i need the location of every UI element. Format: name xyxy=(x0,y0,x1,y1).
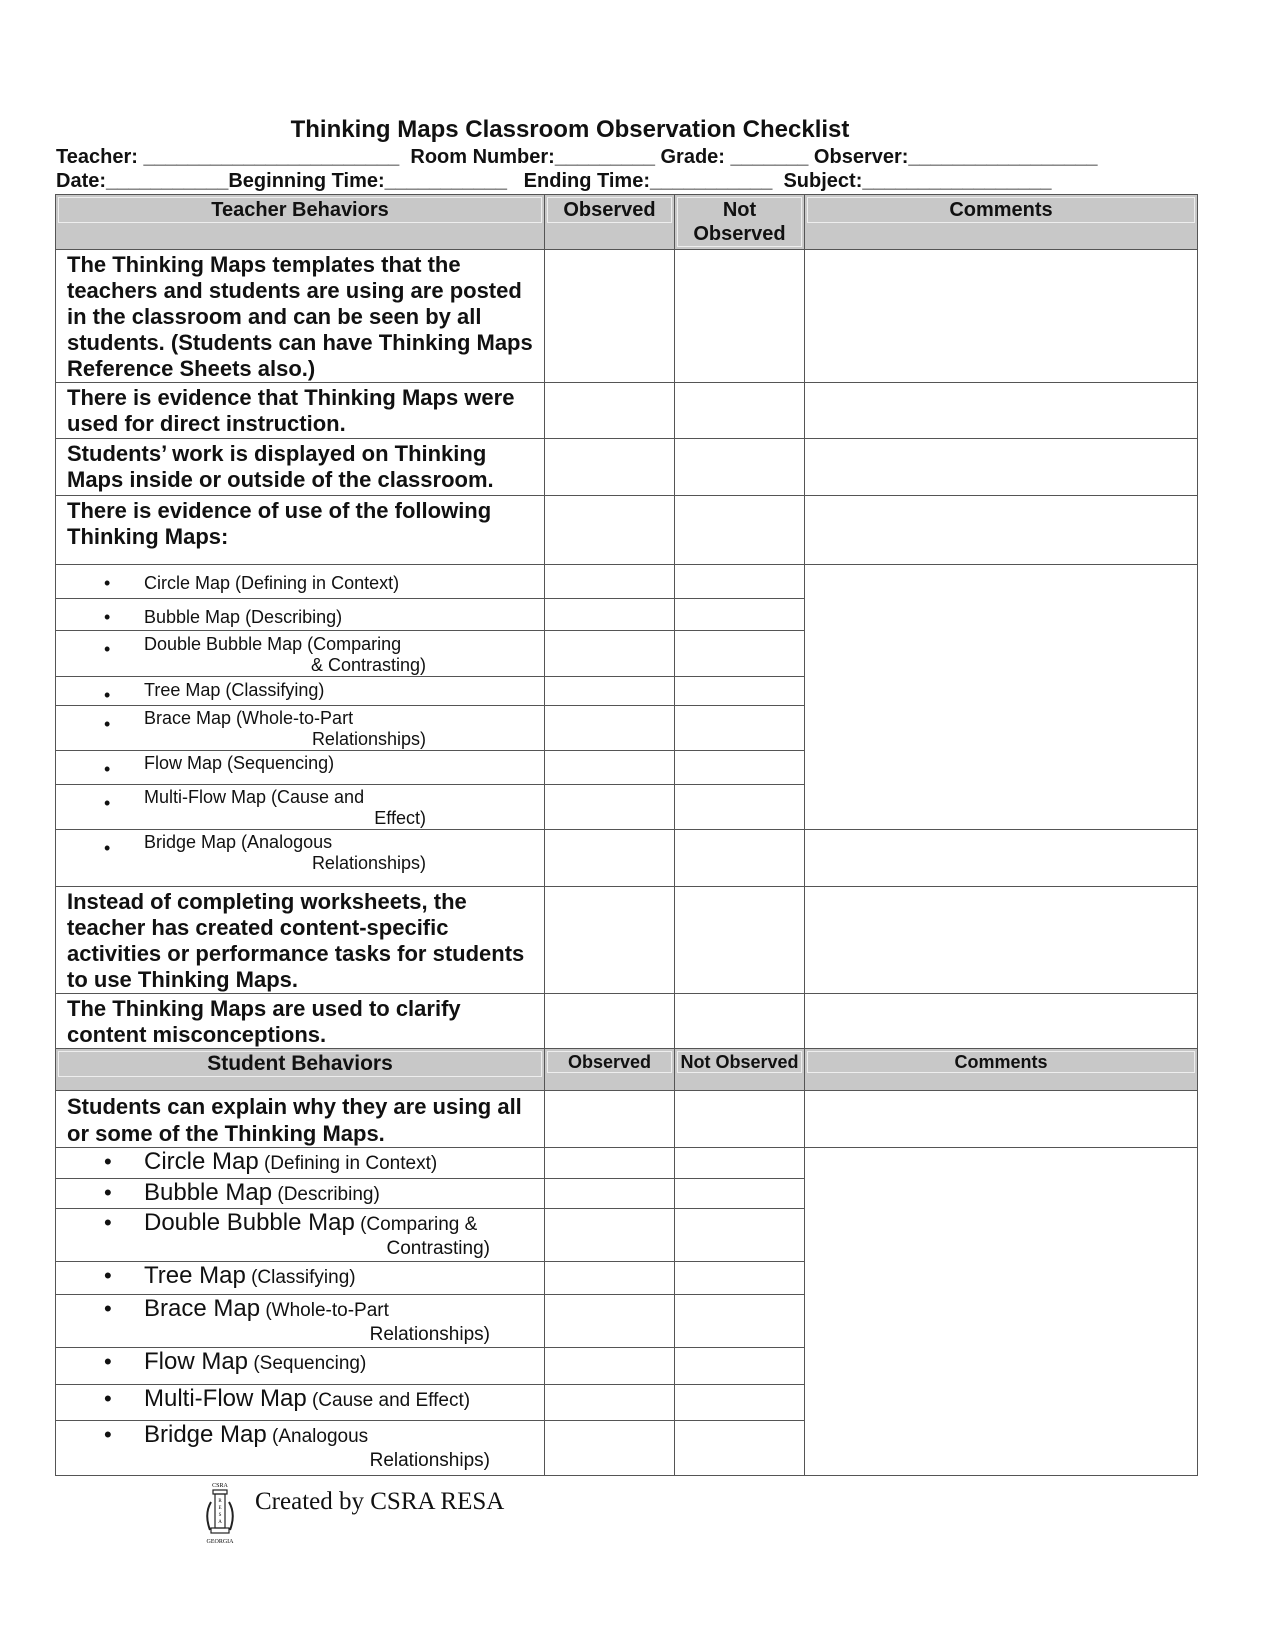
not-observed-cell[interactable] xyxy=(675,1348,805,1385)
map-item: • Bubble Map (Describing) xyxy=(56,599,545,631)
behavior-text: There is evidence that Thinking Maps were used for direct instruction. xyxy=(56,383,545,439)
footer-credit: Created by CSRA RESA xyxy=(255,1488,505,1515)
observed-cell[interactable] xyxy=(545,1421,675,1476)
comments-header: Comments xyxy=(807,1051,1195,1073)
table-row xyxy=(56,383,1198,439)
map-item: • Double Bubble Map (Comparing & Contrasting) xyxy=(56,1209,545,1262)
observed-cell[interactable] xyxy=(545,1179,675,1209)
table-row xyxy=(56,439,1198,496)
behavior-text: Students can explain why they are using all or some of the Thinking Maps. xyxy=(56,1091,545,1148)
observed-cell[interactable] xyxy=(545,496,675,565)
teacher-behaviors-header: Teacher Behaviors xyxy=(58,197,542,223)
comments-cell[interactable] xyxy=(805,994,1198,1049)
map-item: • Bridge Map (Analogous Relationships) xyxy=(56,830,545,887)
observed-cell[interactable] xyxy=(545,565,675,599)
behavior-text: The Thinking Maps are used to clarify content misconceptions. xyxy=(56,994,545,1049)
teacher-header-row xyxy=(56,195,1198,250)
behavior-text: Instead of completing worksheets, the teacher has created content-specific activities or performance tasks for students to use Thinking Maps. xyxy=(56,887,545,994)
map-item: • Flow Map (Sequencing) xyxy=(56,751,545,785)
table-row xyxy=(56,250,1198,383)
observed-cell[interactable] xyxy=(545,1385,675,1421)
observed-cell[interactable] xyxy=(545,599,675,631)
map-item: • Bridge Map (Analogous Relationships) xyxy=(56,1421,545,1476)
comments-cell[interactable] xyxy=(805,830,1198,887)
table-row xyxy=(56,496,1198,565)
csra-resa-seal-icon xyxy=(200,1480,240,1548)
student-behaviors-header: Student Behaviors xyxy=(58,1051,542,1077)
map-item: • Brace Map (Whole-to-Part Relationships) xyxy=(56,1295,545,1348)
not-observed-cell[interactable] xyxy=(675,830,805,887)
observed-cell[interactable] xyxy=(545,830,675,887)
student-header-row xyxy=(56,1049,1198,1091)
not-observed-cell[interactable] xyxy=(675,250,805,383)
not-observed-cell[interactable] xyxy=(675,677,805,706)
observed-header: Observed xyxy=(547,197,672,223)
observed-cell[interactable] xyxy=(545,1148,675,1179)
observation-table xyxy=(55,194,1198,1476)
not-observed-cell[interactable] xyxy=(675,1262,805,1295)
not-observed-cell[interactable] xyxy=(675,1148,805,1179)
seal-top-text: CSRA xyxy=(212,1483,228,1489)
header-fields-line-1: Teacher: _______________________ Room Number:_________ Grade: _______ Observer:_________________ xyxy=(56,146,1098,168)
observed-cell[interactable] xyxy=(545,785,675,830)
observed-cell[interactable] xyxy=(545,439,675,496)
map-item: • Circle Map (Defining in Context) xyxy=(56,1148,545,1179)
comments-cell[interactable] xyxy=(805,565,1198,830)
comments-cell[interactable] xyxy=(805,383,1198,439)
observed-cell[interactable] xyxy=(545,994,675,1049)
not-observed-cell[interactable] xyxy=(675,1209,805,1262)
observed-cell[interactable] xyxy=(545,1295,675,1348)
not-observed-cell[interactable] xyxy=(675,631,805,677)
header-fields-line-2: Date:___________Beginning Time:___________ Ending Time:___________ Subject:_________________ xyxy=(56,170,1052,192)
map-row xyxy=(56,830,1198,887)
map-item: • Tree Map (Classifying) xyxy=(56,1262,545,1295)
not-observed-cell[interactable] xyxy=(675,1421,805,1476)
not-observed-cell[interactable] xyxy=(675,565,805,599)
seal-middle-text: R E S A xyxy=(218,1499,222,1525)
map-item: • Multi-Flow Map (Cause and Effect) xyxy=(56,785,545,830)
map-item: • Multi-Flow Map (Cause and Effect) xyxy=(56,1385,545,1421)
observed-cell[interactable] xyxy=(545,887,675,994)
seal-bottom-text: GEORGIA xyxy=(206,1539,234,1545)
comments-cell[interactable] xyxy=(805,250,1198,383)
observed-cell[interactable] xyxy=(545,1348,675,1385)
not-observed-cell[interactable] xyxy=(675,496,805,565)
comments-cell[interactable] xyxy=(805,1091,1198,1148)
comments-cell[interactable] xyxy=(805,1148,1198,1476)
map-row xyxy=(56,1148,1198,1179)
observed-cell[interactable] xyxy=(545,751,675,785)
not-observed-cell[interactable] xyxy=(675,383,805,439)
not-observed-cell[interactable] xyxy=(675,1179,805,1209)
page-title: Thinking Maps Classroom Observation Checklist xyxy=(290,116,850,143)
table-row xyxy=(56,994,1198,1049)
comments-cell[interactable] xyxy=(805,887,1198,994)
comments-cell[interactable] xyxy=(805,496,1198,565)
not-observed-header: Not Observed xyxy=(677,1051,802,1073)
comments-cell[interactable] xyxy=(805,439,1198,496)
table-row xyxy=(56,1091,1198,1148)
map-item: • Tree Map (Classifying) xyxy=(56,677,545,706)
comments-header: Comments xyxy=(807,197,1195,223)
observed-cell[interactable] xyxy=(545,383,675,439)
not-observed-cell[interactable] xyxy=(675,1295,805,1348)
not-observed-cell[interactable] xyxy=(675,887,805,994)
not-observed-cell[interactable] xyxy=(675,785,805,830)
observed-cell[interactable] xyxy=(545,706,675,751)
observed-cell[interactable] xyxy=(545,677,675,706)
not-observed-cell[interactable] xyxy=(675,994,805,1049)
not-observed-cell[interactable] xyxy=(675,751,805,785)
observed-cell[interactable] xyxy=(545,250,675,383)
behavior-text: The Thinking Maps templates that the teachers and students are using are posted in the classroom and can be seen by all students. (Students can have Thinking Maps Reference Sheets also.) xyxy=(56,250,545,383)
map-item: • Flow Map (Sequencing) xyxy=(56,1348,545,1385)
not-observed-cell[interactable] xyxy=(675,439,805,496)
behavior-text: Students’ work is displayed on Thinking Maps inside or outside of the classroom. xyxy=(56,439,545,496)
map-item: • Brace Map (Whole-to-Part Relationships) xyxy=(56,706,545,751)
not-observed-cell[interactable] xyxy=(675,1091,805,1148)
map-item: • Bubble Map (Describing) xyxy=(56,1179,545,1209)
not-observed-cell[interactable] xyxy=(675,599,805,631)
map-item: • Circle Map (Defining in Context) xyxy=(56,565,545,599)
not-observed-cell[interactable] xyxy=(675,706,805,751)
observed-cell[interactable] xyxy=(545,631,675,677)
not-observed-cell[interactable] xyxy=(675,1385,805,1421)
table-row xyxy=(56,887,1198,994)
map-row xyxy=(56,565,1198,599)
not-observed-header: Not Observed xyxy=(677,197,802,247)
observed-cell[interactable] xyxy=(545,1262,675,1295)
map-item: • Double Bubble Map (Comparing & Contrasting) xyxy=(56,631,545,677)
observed-cell[interactable] xyxy=(545,1091,675,1148)
observed-cell[interactable] xyxy=(545,1209,675,1262)
observed-header: Observed xyxy=(547,1051,672,1073)
behavior-text: There is evidence of use of the following Thinking Maps: xyxy=(56,496,545,565)
